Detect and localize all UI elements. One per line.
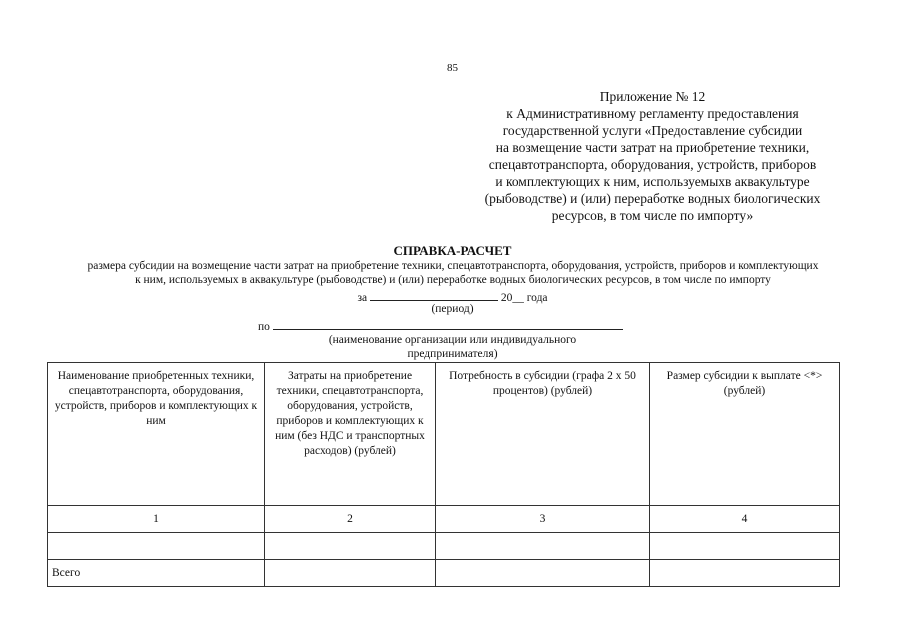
column-number-cell: 4 [650,506,840,533]
calculation-table [47,362,840,587]
header-cell-name: Наименование приобретенных техники, спецавтотранспорта, оборудования, устройств, приборов и комплектующих к ним [48,363,265,506]
organization-caption-line: предпринимателя) [407,348,498,360]
appendix-line: ресурсов, в том числе по импорту» [551,208,754,223]
table-cell[interactable] [650,533,840,560]
appendix-line: к Административному регламенту предоставления [506,106,799,121]
period-caption: (период) [431,303,474,315]
table-total-row [48,560,840,587]
table-row [48,533,840,560]
appendix-line: и комплектующих к ним, используемыхв аквакультуре [495,174,810,189]
table-column-number-row [48,506,840,533]
appendix-line: Приложение № 12 [599,89,706,104]
table-header-row [48,363,840,506]
period-line [0,289,905,304]
appendix-line: на возмещение части затрат на приобретение техники, [495,140,810,155]
organization-caption-line: (наименование организации или индивидуального [328,334,577,346]
total-cell[interactable] [265,560,436,587]
total-cell[interactable] [650,560,840,587]
organization-line [258,318,623,333]
period-blank-field[interactable] [370,289,498,301]
document-title: СПРАВКА-РАСЧЕТ [393,243,512,258]
period-year: 20__ года [500,292,548,304]
subtitle-line: размера субсидии на возмещение части затрат на приобретение техники, спецавтотранспорта, оборудования, устройств, приборов и комплектующих [87,260,819,272]
period-prefix: за [357,292,368,304]
total-label-cell: Всего [48,560,265,587]
organization-prefix: по [258,321,270,333]
table-cell[interactable] [265,533,436,560]
appendix-line: (рыбоводстве) и (или) переработке водных биологических [484,191,821,206]
organization-caption [0,333,905,361]
header-cell-costs: Затраты на приобретение техники, спецавтотранспорта, оборудования, устройств, приборов и комплектующих к ним (без НДС и транспортных расходов) (рублей) [265,363,436,506]
header-cell-need: Потребность в субсидии (графа 2 x 50 процентов) (рублей) [436,363,650,506]
table-cell[interactable] [48,533,265,560]
table-cell[interactable] [436,533,650,560]
total-cell[interactable] [436,560,650,587]
column-number-cell: 3 [436,506,650,533]
document-subtitle [28,259,878,287]
subtitle-line: к ним, используемых в аквакультуре (рыбоводстве) и (или) переработке водных биологических ресурсов, в том числе по импорту [135,274,771,286]
column-number-cell: 1 [48,506,265,533]
column-number-cell: 2 [265,506,436,533]
header-cell-payout: Размер субсидии к выплате <*> (рублей) [650,363,840,506]
appendix-line: государственной услуги «Предоставление субсидии [502,123,803,138]
appendix-header [460,88,845,224]
organization-blank-field[interactable] [273,318,623,330]
appendix-line: спецавтотранспорта, оборудования, устройств, приборов [488,157,817,172]
page-number: 85 [447,62,458,74]
